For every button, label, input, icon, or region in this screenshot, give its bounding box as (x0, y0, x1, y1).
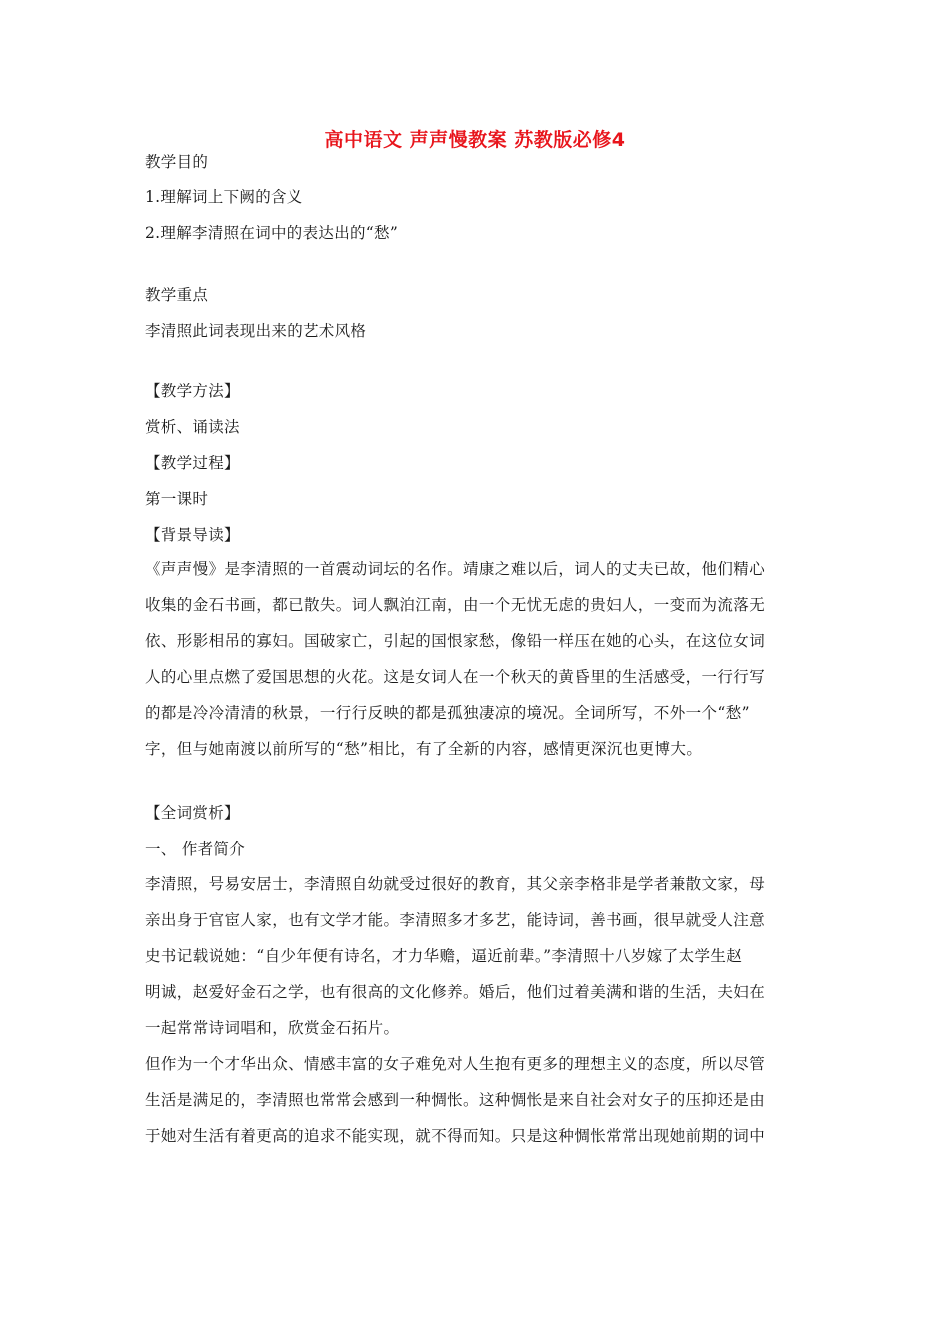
paragraph-line: 史书记载说她：“自少年便有诗名，才力华赡，逼近前辈。”李清照十八岁嫁了太学生赵 (145, 947, 743, 965)
process-heading: 【教学过程】 (145, 454, 240, 472)
paragraph-line: 明诚，赵爱好金石之学，也有很高的文化修养。婚后，他们过着美满和谐的生活，夫妇在 (145, 983, 766, 1001)
paragraph-line: 的都是冷冷清清的秋景，一行行反映的都是孤独凄凉的境况。全词所写，不外一个“愁” (145, 704, 750, 722)
paragraph-line: 生活是满足的，李清照也常常会感到一种惆怅。这种惆怅是来自社会对女子的压抑还是由 (145, 1091, 766, 1109)
focus-text: 李清照此词表现出来的艺术风格 (145, 322, 367, 340)
paragraph-line: 一起常常诗词唱和，欣赏金石拓片。 (145, 1019, 400, 1037)
paragraph-line: 字，但与她南渡以前所写的“愁”相比，有了全新的内容，感情更深沉也更博大。 (145, 740, 703, 758)
author-paragraph (145, 866, 810, 1046)
melancholy-paragraph (145, 1046, 810, 1154)
focus-heading: 教学重点 (145, 286, 209, 304)
objective-item-2: 2.理解李清照在词中的表达出的“愁” (145, 224, 399, 242)
paragraph-line: 《声声慢》是李清照的一首震动词坛的名作。靖康之难以后，词人的丈夫已故，他们精心 (145, 560, 766, 578)
paragraph-line: 于她对生活有着更高的追求不能实现，就不得而知。只是这种惆怅常常出现她前期的词中 (145, 1127, 766, 1145)
lesson-label: 第一课时 (145, 490, 209, 508)
method-heading: 【教学方法】 (145, 382, 240, 400)
objective-item-1: 1.理解词上下阙的含义 (145, 188, 303, 206)
paragraph-line: 收集的金石书画，都已散失。词人飘泊江南，由一个无忧无虑的贵妇人，一变而为流落无 (145, 596, 766, 614)
background-heading: 【背景导读】 (145, 526, 240, 544)
paragraph-line: 亲出身于官宦人家，也有文学才能。李清照多才多艺，能诗词，善书画，很早就受人注意 (145, 911, 766, 929)
paragraph-line: 依、形影相吊的寡妇。国破家亡，引起的国恨家愁，像铅一样压在她的心头，在这位女词 (145, 632, 766, 650)
objectives-heading: 教学目的 (145, 153, 209, 171)
document-title: 高中语文 声声慢教案 苏教版必修4 (324, 129, 626, 151)
background-paragraph (145, 551, 810, 767)
author-section-heading: 一、 作者简介 (145, 840, 246, 858)
appreciation-heading: 【全词赏析】 (145, 804, 240, 822)
paragraph-line: 但作为一个才华出众、情感丰富的女子难免对人生抱有更多的理想主义的态度，所以尽管 (145, 1055, 766, 1073)
paragraph-line: 李清照，号易安居士，李清照自幼就受过很好的教育，其父亲李格非是学者兼散文家，母 (145, 875, 766, 893)
method-text: 赏析、诵读法 (145, 418, 240, 436)
paragraph-line: 人的心里点燃了爱国思想的火花。这是女词人在一个秋天的黄昏里的生活感受，一行行写 (145, 668, 766, 686)
